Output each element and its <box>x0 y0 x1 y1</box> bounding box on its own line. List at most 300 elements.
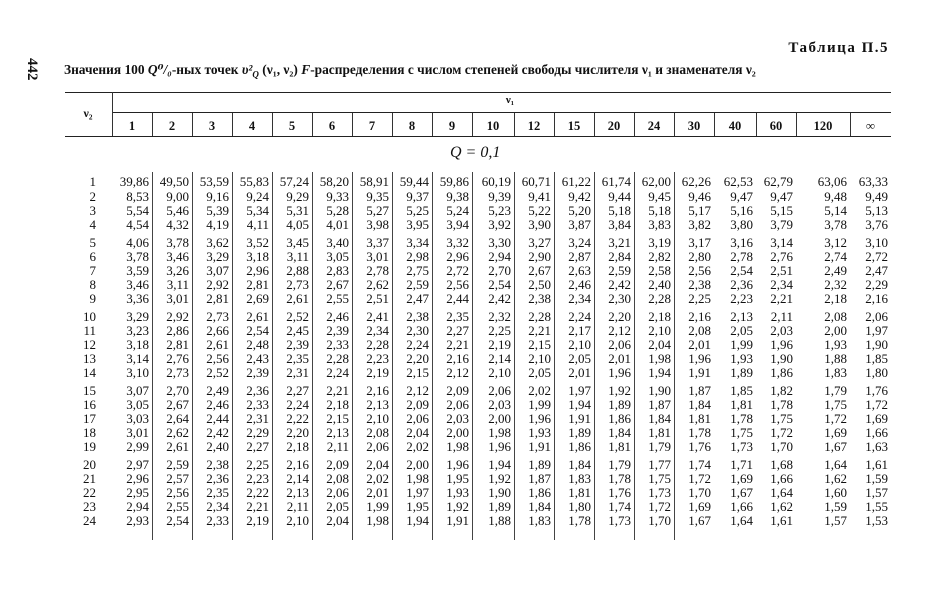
table-cell: 1,89 <box>528 457 551 472</box>
table-cell: 59,44 <box>399 174 429 189</box>
table-cell: 2,25 <box>246 457 269 472</box>
table-top-rule <box>65 92 891 93</box>
header-mid-rule <box>112 112 891 113</box>
table-cell: 2,96 <box>446 249 469 264</box>
table-cell: 2,01 <box>688 337 711 352</box>
table-cell: 1,96 <box>446 457 469 472</box>
table-cell: 62,53 <box>723 174 753 189</box>
header-divider <box>432 113 433 136</box>
table-cell: 1,80 <box>568 499 591 514</box>
column-header: 30 <box>687 119 701 133</box>
table-cell: 2,46 <box>206 397 229 412</box>
table-cell: 2,08 <box>326 471 349 486</box>
table-cell: 3,05 <box>126 397 149 412</box>
table-cell: 2,73 <box>166 365 189 380</box>
table-cell: 1,78 <box>730 411 753 426</box>
table-cell: 1,75 <box>730 425 753 440</box>
table-cell: 2,28 <box>648 291 671 306</box>
table-cell: 1,93 <box>528 425 551 440</box>
table-cell: 2,21 <box>528 323 551 338</box>
table-cell: 2,93 <box>126 513 149 528</box>
column-header: 40 <box>728 119 742 133</box>
table-cell: 2,01 <box>568 365 591 380</box>
table-cell: 2,24 <box>406 337 429 352</box>
table-cell: 2,95 <box>126 485 149 500</box>
table-cell: 2,00 <box>406 457 429 472</box>
table-cell: 9,37 <box>406 189 429 204</box>
table-cell: 2,10 <box>366 411 389 426</box>
header-divider <box>192 113 193 136</box>
table-cell: 2,56 <box>688 263 711 278</box>
table-cell: 1,84 <box>648 411 671 426</box>
table-cell: 1,79 <box>608 457 631 472</box>
caption-mid: -ных точек <box>171 62 239 77</box>
table-cell: 3,19 <box>648 235 671 250</box>
table-cell: 9,00 <box>166 189 189 204</box>
row-label: 14 <box>83 365 96 380</box>
header-divider <box>232 113 233 136</box>
table-cell: 3,84 <box>608 217 631 232</box>
table-cell: 8,53 <box>126 189 149 204</box>
table-cell: 2,15 <box>326 411 349 426</box>
table-cell: 9,24 <box>246 189 269 204</box>
table-cell: 2,32 <box>824 277 847 292</box>
table-cell: 49,50 <box>159 174 189 189</box>
table-cell: 2,46 <box>568 277 591 292</box>
table-cell: 2,25 <box>488 323 511 338</box>
table-caption <box>64 62 756 80</box>
table-cell: 3,27 <box>528 235 551 250</box>
table-cell: 2,51 <box>366 291 389 306</box>
table-cell: 1,78 <box>568 513 591 528</box>
table-cell: 1,98 <box>366 513 389 528</box>
table-cell: 9,46 <box>688 189 711 204</box>
table-cell: 1,73 <box>648 485 671 500</box>
table-cell: 1,97 <box>568 383 591 398</box>
table-cell: 2,03 <box>446 411 469 426</box>
header-divider <box>352 113 353 136</box>
table-cell: 3,14 <box>770 235 793 250</box>
table-cell: 2,48 <box>246 337 269 352</box>
table-cell: 2,18 <box>648 309 671 324</box>
table-cell: 9,48 <box>824 189 847 204</box>
table-cell: 2,61 <box>286 291 309 306</box>
table-cell: 9,42 <box>568 189 591 204</box>
table-cell: 2,03 <box>488 397 511 412</box>
table-cell: 2,40 <box>648 277 671 292</box>
table-cell: 2,06 <box>406 411 429 426</box>
table-cell: 2,51 <box>770 263 793 278</box>
table-cell: 60,71 <box>521 174 551 189</box>
table-cell: 1,92 <box>608 383 631 398</box>
table-cell: 2,81 <box>166 337 189 352</box>
table-cell: 3,82 <box>688 217 711 232</box>
table-cell: 2,29 <box>865 277 888 292</box>
table-cell: 3,92 <box>488 217 511 232</box>
table-cell: 2,23 <box>730 291 753 306</box>
table-cell: 2,52 <box>206 365 229 380</box>
table-cell: 2,23 <box>366 351 389 366</box>
table-cell: 1,63 <box>865 439 888 454</box>
table-cell: 2,70 <box>166 383 189 398</box>
table-cell: 9,35 <box>366 189 389 204</box>
table-cell: 1,81 <box>648 425 671 440</box>
table-cell: 2,55 <box>166 499 189 514</box>
table-cell: 1,69 <box>730 471 753 486</box>
table-cell: 5,34 <box>246 203 269 218</box>
row-label: 2 <box>89 189 96 204</box>
caption-suffix: -распределения с числом степеней свободы числителя ν₁ и знаменателя ν₂ <box>310 62 756 77</box>
table-cell: 5,13 <box>865 203 888 218</box>
table-cell: 2,28 <box>366 337 389 352</box>
table-cell: 1,89 <box>608 397 631 412</box>
table-cell: 63,06 <box>817 174 847 189</box>
table-cell: 1,90 <box>488 485 511 500</box>
table-cell: 1,88 <box>488 513 511 528</box>
table-cell: 62,26 <box>681 174 711 189</box>
table-cell: 53,59 <box>199 174 229 189</box>
table-cell: 2,43 <box>246 351 269 366</box>
table-cell: 2,21 <box>326 383 349 398</box>
table-cell: 1,77 <box>648 457 671 472</box>
table-cell: 2,57 <box>166 471 189 486</box>
table-cell: 1,96 <box>608 365 631 380</box>
table-cell: 1,75 <box>648 471 671 486</box>
table-cell: 1,95 <box>446 471 469 486</box>
table-cell: 3,21 <box>608 235 631 250</box>
table-cell: 1,62 <box>824 471 847 486</box>
table-cell: 2,42 <box>206 425 229 440</box>
table-cell: 3,78 <box>166 235 189 250</box>
caption-prefix: Значения 100 <box>64 62 145 77</box>
table-cell: 3,12 <box>824 235 847 250</box>
row-label: 6 <box>89 249 96 264</box>
table-cell: 2,02 <box>366 471 389 486</box>
table-cell: 1,68 <box>770 457 793 472</box>
table-cell: 5,31 <box>286 203 309 218</box>
table-cell: 1,59 <box>865 471 888 486</box>
table-cell: 2,34 <box>770 277 793 292</box>
row-label: 13 <box>83 351 96 366</box>
table-cell: 2,83 <box>326 263 349 278</box>
table-cell: 1,84 <box>688 397 711 412</box>
table-cell: 2,54 <box>246 323 269 338</box>
table-cell: 1,55 <box>865 499 888 514</box>
table-cell: 5,14 <box>824 203 847 218</box>
table-cell: 5,46 <box>166 203 189 218</box>
table-cell: 2,16 <box>865 291 888 306</box>
table-cell: 2,34 <box>366 323 389 338</box>
table-cell: 2,72 <box>865 249 888 264</box>
table-cell: 2,56 <box>166 485 189 500</box>
table-cell: 2,05 <box>326 499 349 514</box>
table-cell: 3,46 <box>126 277 149 292</box>
table-cell: 1,89 <box>488 499 511 514</box>
table-cell: 2,94 <box>126 499 149 514</box>
table-cell: 9,47 <box>730 189 753 204</box>
table-cell: 1,72 <box>688 471 711 486</box>
row-label: 9 <box>89 291 96 306</box>
table-cell: 2,75 <box>406 263 429 278</box>
table-cell: 3,10 <box>865 235 888 250</box>
table-cell: 2,18 <box>824 291 847 306</box>
table-cell: 2,49 <box>206 383 229 398</box>
table-cell: 2,90 <box>528 249 551 264</box>
table-cell: 2,27 <box>446 323 469 338</box>
header-divider <box>514 113 515 136</box>
table-cell: 1,86 <box>568 439 591 454</box>
table-cell: 9,45 <box>648 189 671 204</box>
table-cell: 1,84 <box>528 499 551 514</box>
table-cell: 1,81 <box>730 397 753 412</box>
table-cell: 4,06 <box>126 235 149 250</box>
table-cell: 2,35 <box>446 309 469 324</box>
table-cell: 2,31 <box>246 411 269 426</box>
table-cell: 1,82 <box>770 383 793 398</box>
table-cell: 1,86 <box>608 411 631 426</box>
column-header: 7 <box>368 119 376 133</box>
table-cell: 3,40 <box>326 235 349 250</box>
table-cell: 9,29 <box>286 189 309 204</box>
row-label: 11 <box>83 323 96 338</box>
table-cell: 2,40 <box>206 439 229 454</box>
table-cell: 1,91 <box>446 513 469 528</box>
table-cell: 1,96 <box>488 439 511 454</box>
table-cell: 2,42 <box>488 291 511 306</box>
table-cell: 2,22 <box>246 485 269 500</box>
row-label: 3 <box>89 203 96 218</box>
table-cell: 3,18 <box>246 249 269 264</box>
table-cell: 62,00 <box>641 174 671 189</box>
table-cell: 2,28 <box>528 309 551 324</box>
table-cell: 1,72 <box>824 411 847 426</box>
table-cell: 2,78 <box>730 249 753 264</box>
table-cell: 5,39 <box>206 203 229 218</box>
table-cell: 2,74 <box>824 249 847 264</box>
table-cell: 3,16 <box>730 235 753 250</box>
table-cell: 1,67 <box>688 513 711 528</box>
header-divider <box>312 113 313 136</box>
table-cell: 2,80 <box>688 249 711 264</box>
row-label: 16 <box>83 397 96 412</box>
table-cell: 2,04 <box>648 337 671 352</box>
table-cell: 2,81 <box>246 277 269 292</box>
table-cell: 5,20 <box>568 203 591 218</box>
column-header: 4 <box>248 119 256 133</box>
table-cell: 2,09 <box>326 457 349 472</box>
table-cell: 3,07 <box>206 263 229 278</box>
table-cell: 3,80 <box>730 217 753 232</box>
table-cell: 1,93 <box>446 485 469 500</box>
table-cell: 2,27 <box>286 383 309 398</box>
table-cell: 2,06 <box>326 485 349 500</box>
table-cell: 1,72 <box>865 397 888 412</box>
table-cell: 1,78 <box>770 397 793 412</box>
table-cell: 2,16 <box>286 457 309 472</box>
table-cell: 1,81 <box>688 411 711 426</box>
column-header: 15 <box>567 119 581 133</box>
table-cell: 2,10 <box>488 365 511 380</box>
table-cell: 2,44 <box>446 291 469 306</box>
table-cell: 1,57 <box>824 513 847 528</box>
table-cell: 4,05 <box>286 217 309 232</box>
table-cell: 3,36 <box>126 291 149 306</box>
table-cell: 2,00 <box>824 323 847 338</box>
header-divider <box>272 113 273 136</box>
column-header: 3 <box>208 119 216 133</box>
table-cell: 3,52 <box>246 235 269 250</box>
table-cell: 2,16 <box>366 383 389 398</box>
table-cell: 2,76 <box>166 351 189 366</box>
table-cell: 3,01 <box>166 291 189 306</box>
table-cell: 2,06 <box>865 309 888 324</box>
table-cell: 2,08 <box>688 323 711 338</box>
table-cell: 1,78 <box>688 425 711 440</box>
table-cell: 1,90 <box>865 337 888 352</box>
row-label: 8 <box>89 277 96 292</box>
table-cell: 2,16 <box>688 309 711 324</box>
table-cell: 1,79 <box>824 383 847 398</box>
column-header: ∞ <box>866 119 875 133</box>
table-cell: 1,78 <box>608 471 631 486</box>
table-cell: 2,84 <box>608 249 631 264</box>
table-cell: 2,19 <box>488 337 511 352</box>
table-cell: 2,13 <box>326 425 349 440</box>
table-cell: 1,87 <box>688 383 711 398</box>
table-cell: 3,24 <box>568 235 591 250</box>
table-cell: 2,49 <box>824 263 847 278</box>
table-cell: 2,97 <box>126 457 149 472</box>
table-cell: 2,38 <box>206 457 229 472</box>
table-cell: 2,59 <box>608 263 631 278</box>
table-cell: 2,70 <box>488 263 511 278</box>
table-cell: 5,15 <box>770 203 793 218</box>
table-cell: 9,47 <box>770 189 793 204</box>
table-cell: 1,83 <box>824 365 847 380</box>
table-cell: 3,87 <box>568 217 591 232</box>
table-cell: 1,69 <box>688 499 711 514</box>
table-cell: 1,75 <box>824 397 847 412</box>
table-cell: 5,27 <box>366 203 389 218</box>
table-cell: 1,91 <box>528 439 551 454</box>
table-title: Таблица П.5 <box>788 40 889 56</box>
table-cell: 1,97 <box>865 323 888 338</box>
table-cell: 2,56 <box>206 351 229 366</box>
caption-v-sub: Q <box>252 69 259 80</box>
table-cell: 1,98 <box>406 471 429 486</box>
table-cell: 2,08 <box>366 425 389 440</box>
table-cell: 2,14 <box>488 351 511 366</box>
table-cell: 2,87 <box>568 249 591 264</box>
table-cell: 2,67 <box>528 263 551 278</box>
column-header: 60 <box>769 119 783 133</box>
table-cell: 2,36 <box>246 383 269 398</box>
table-cell: 9,41 <box>528 189 551 204</box>
table-cell: 2,92 <box>206 277 229 292</box>
table-cell: 2,11 <box>286 499 309 514</box>
table-cell: 3,11 <box>166 277 189 292</box>
table-cell: 2,61 <box>246 309 269 324</box>
table-cell: 1,76 <box>688 439 711 454</box>
table-cell: 2,19 <box>246 513 269 528</box>
table-cell: 2,31 <box>286 365 309 380</box>
table-cell: 2,78 <box>366 263 389 278</box>
table-cell: 2,11 <box>326 439 349 454</box>
table-cell: 2,27 <box>246 439 269 454</box>
table-cell: 1,64 <box>730 513 753 528</box>
table-cell: 3,14 <box>126 351 149 366</box>
table-cell: 5,16 <box>730 203 753 218</box>
row-label: 5 <box>89 235 96 250</box>
table-cell: 2,14 <box>286 471 309 486</box>
table-cell: 1,89 <box>568 425 591 440</box>
table-cell: 2,20 <box>608 309 631 324</box>
table-cell: 2,04 <box>326 513 349 528</box>
table-cell: 2,23 <box>246 471 269 486</box>
header-divider <box>674 113 675 136</box>
table-cell: 3,79 <box>770 217 793 232</box>
table-cell: 1,83 <box>528 513 551 528</box>
table-cell: 2,30 <box>608 291 631 306</box>
row-label: 19 <box>83 439 96 454</box>
table-cell: 2,24 <box>326 365 349 380</box>
table-cell: 1,64 <box>770 485 793 500</box>
table-cell: 4,19 <box>206 217 229 232</box>
table-cell: 61,22 <box>561 174 591 189</box>
table-cell: 2,24 <box>568 309 591 324</box>
table-cell: 3,07 <box>126 383 149 398</box>
table-cell: 2,54 <box>166 513 189 528</box>
table-cell: 2,01 <box>608 351 631 366</box>
row-label: 7 <box>89 263 96 278</box>
table-cell: 3,45 <box>286 235 309 250</box>
table-cell: 2,76 <box>770 249 793 264</box>
table-cell: 9,39 <box>488 189 511 204</box>
table-cell: 1,70 <box>688 485 711 500</box>
table-cell: 2,72 <box>446 263 469 278</box>
table-cell: 1,83 <box>568 471 591 486</box>
table-cell: 1,81 <box>568 485 591 500</box>
table-cell: 1,72 <box>648 499 671 514</box>
table-cell: 2,82 <box>648 249 671 264</box>
table-cell: 1,73 <box>730 439 753 454</box>
table-cell: 2,34 <box>206 499 229 514</box>
table-cell: 1,88 <box>824 351 847 366</box>
table-cell: 1,62 <box>770 499 793 514</box>
column-header: 20 <box>607 119 621 133</box>
table-cell: 2,05 <box>568 351 591 366</box>
table-cell: 2,20 <box>286 425 309 440</box>
column-header: 6 <box>328 119 336 133</box>
table-cell: 3,30 <box>488 235 511 250</box>
table-cell: 2,61 <box>206 337 229 352</box>
table-cell: 55,83 <box>239 174 269 189</box>
table-cell: 1,61 <box>865 457 888 472</box>
table-cell: 1,66 <box>730 499 753 514</box>
q-label: Q = 0,1 <box>450 144 501 161</box>
row-label: 10 <box>83 309 96 324</box>
table-cell: 1,98 <box>648 351 671 366</box>
table-cell: 2,06 <box>608 337 631 352</box>
table-cell: 5,24 <box>446 203 469 218</box>
table-cell: 2,10 <box>286 513 309 528</box>
row-label: 12 <box>83 337 96 352</box>
table-cell: 2,18 <box>286 439 309 454</box>
table-cell: 1,60 <box>824 485 847 500</box>
table-cell: 1,66 <box>865 425 888 440</box>
header-bottom-rule <box>65 136 891 137</box>
table-cell: 5,22 <box>528 203 551 218</box>
